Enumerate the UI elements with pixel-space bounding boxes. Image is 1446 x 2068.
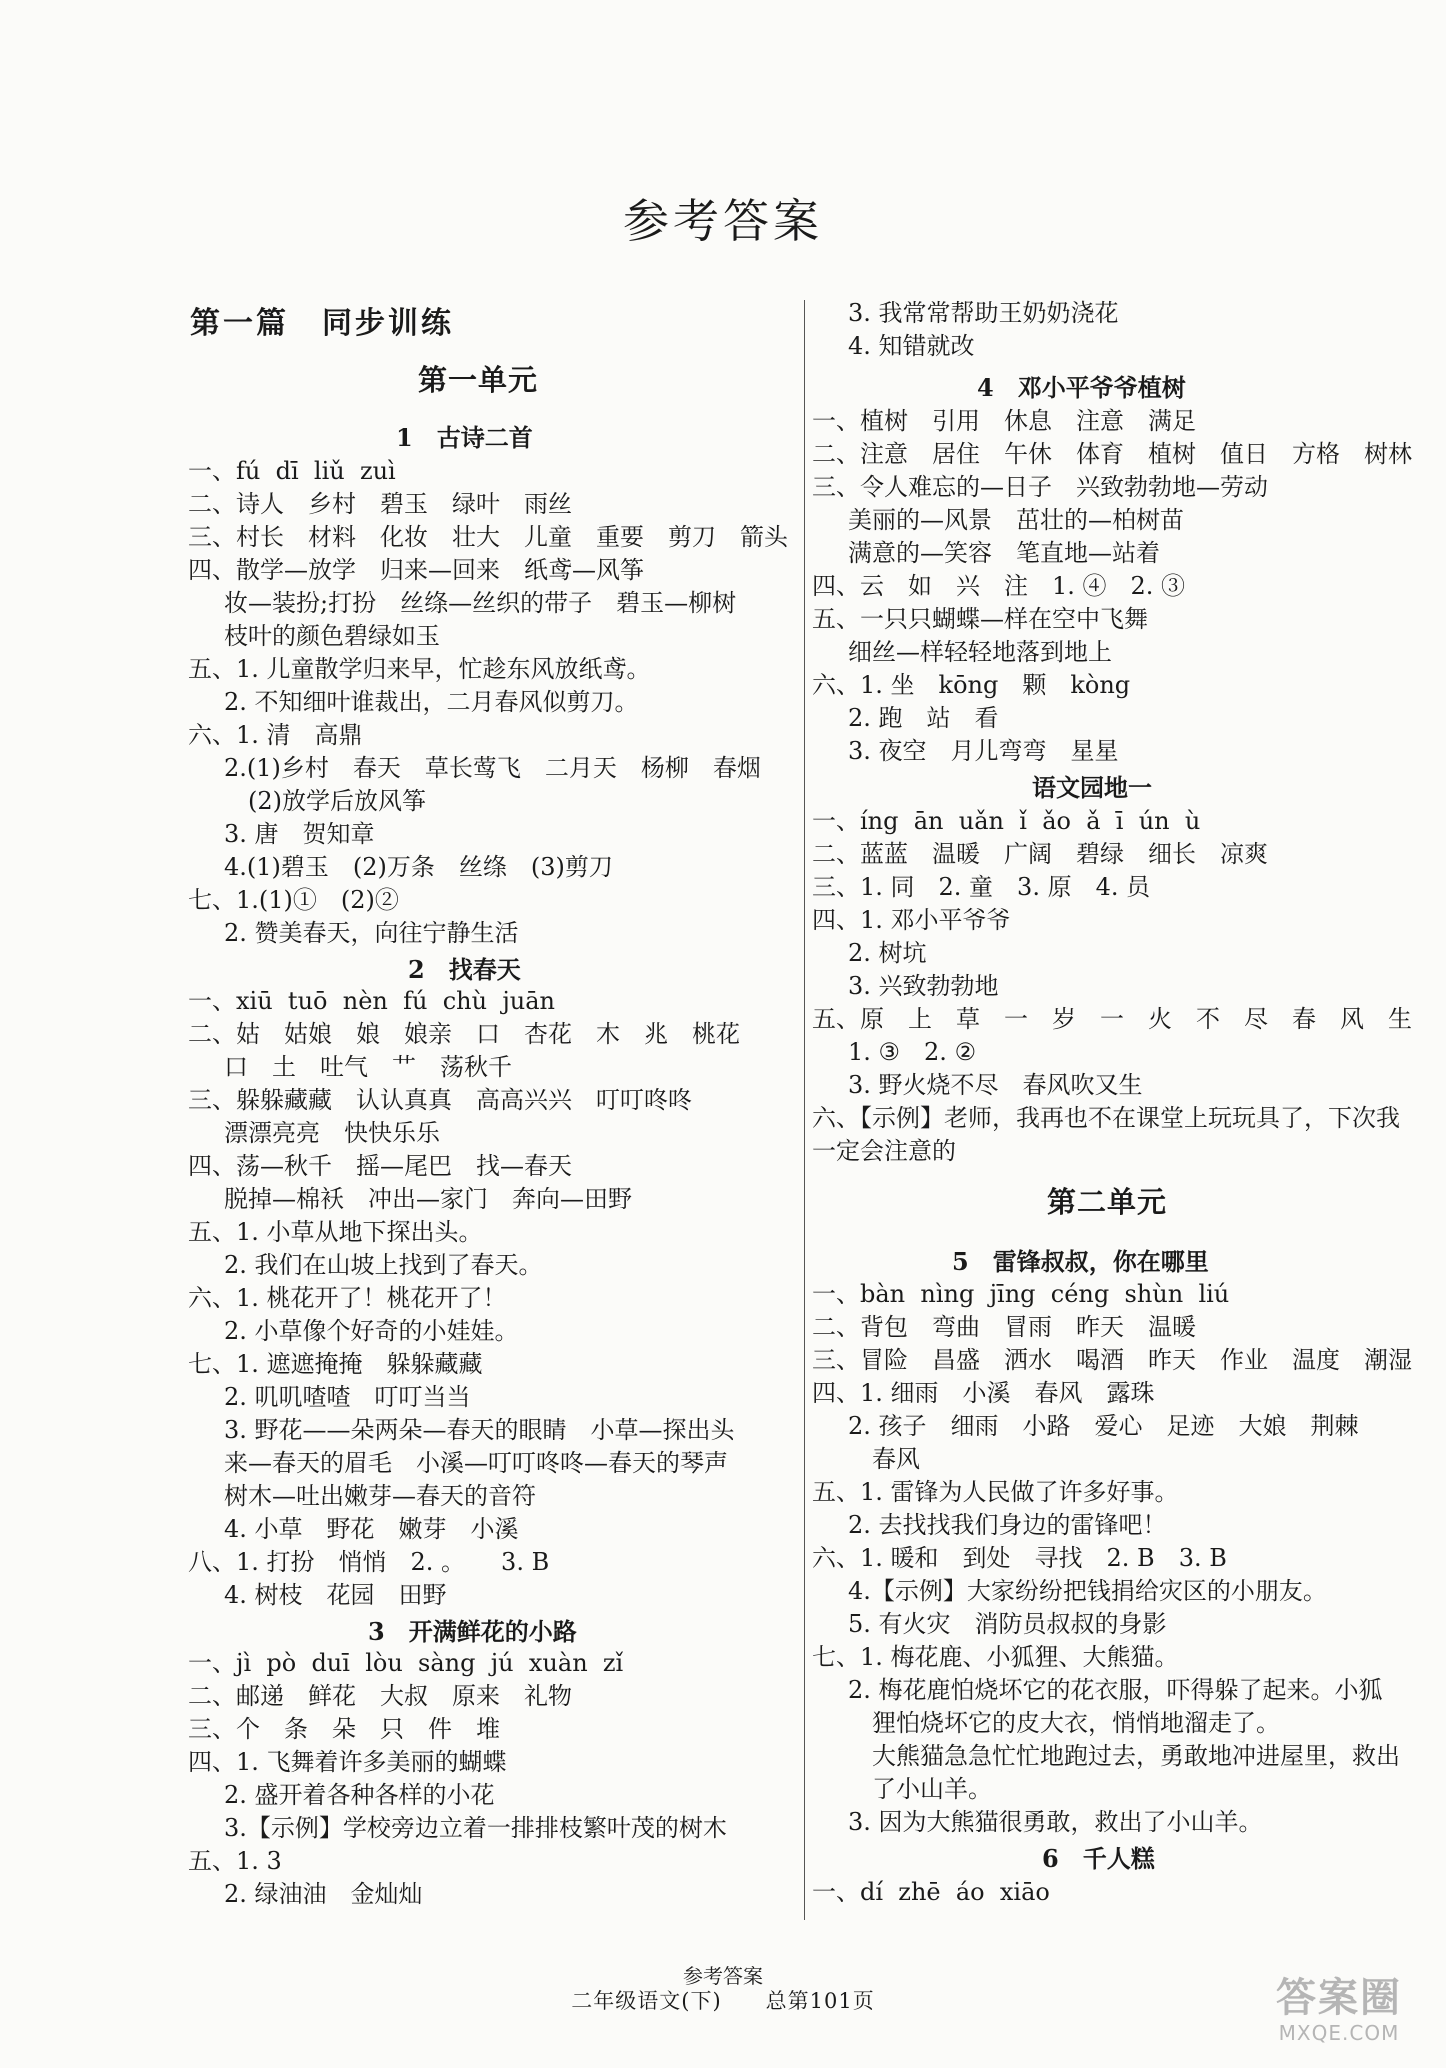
unit-heading: 第一单元 (418, 363, 539, 397)
answer-line: 六、1. 暖和 到处 寻找 2. B 3. B (812, 1544, 1227, 1572)
answer-line: 2. 小草像个好奇的小娃娃。 (224, 1317, 519, 1345)
answer-line: 3. 夜空 月儿弯弯 星星 (848, 737, 1119, 765)
answer-line: 3. 兴致勃勃地 (848, 972, 999, 1000)
answer-line: 狸怕烧坏它的皮大衣，悄悄地溜走了。 (872, 1709, 1280, 1737)
answer-line: 六、1. 清 高鼎 (188, 721, 363, 749)
answer-line: 口 土 吐气 艹 荡秋千 (224, 1053, 512, 1081)
answer-line: 4.【示例】大家纷纷把钱捐给灾区的小朋友。 (848, 1577, 1327, 1605)
lesson-heading: 3 开满鲜花的小路 (368, 1617, 577, 1646)
answer-line: 一、xiū tuō nèn fú chù juān (188, 987, 555, 1015)
answer-line: 2. 树坑 (848, 939, 927, 967)
answer-line: 2. 去找找我们身边的雷锋吧！ (848, 1511, 1167, 1539)
answer-line: 六、1. 桃花开了！桃花开了！ (188, 1284, 507, 1312)
answer-line: 2. 我们在山坡上找到了春天。 (224, 1251, 543, 1279)
answer-line: 3. 唐 贺知章 (224, 820, 375, 848)
lesson-heading: 1 古诗二首 (396, 423, 533, 452)
answer-line: 2. 不知细叶谁裁出，二月春风似剪刀。 (224, 688, 639, 716)
answer-line: 妆—装扮;打扮 丝绦—丝织的带子 碧玉—柳树 (224, 589, 737, 617)
answer-line: 二、注意 居住 午休 体育 植树 值日 方格 树林 (812, 440, 1412, 468)
answer-line: 六、【示例】老师，我再也不在课堂上玩玩具了，下次我 (812, 1104, 1400, 1132)
answer-line: 六、1. 坐 kōng 颗 kòng (812, 671, 1131, 699)
watermark-logo (1244, 1975, 1434, 2055)
answer-line: 四、云 如 兴 注 1. ④ 2. ③ (812, 572, 1186, 600)
answer-line: 五、一只只蝴蝶—样在空中飞舞 (812, 605, 1148, 633)
answer-line: 细丝—样轻轻地落到地上 (848, 638, 1112, 666)
answer-line: 3. 我常常帮助王奶奶浇花 (848, 299, 1119, 327)
column-divider (804, 300, 805, 1920)
answer-line: 三、令人难忘的—日子 兴致勃勃地—劳动 (812, 473, 1268, 501)
answer-line: 3. 因为大熊猫很勇敢，救出了小山羊。 (848, 1808, 1263, 1836)
lesson-heading: 4 邓小平爷爷植树 (977, 373, 1186, 402)
answer-line: 4.(1)碧玉 (2)万条 丝绦 (3)剪刀 (224, 853, 613, 881)
answer-line: (2)放学后放风筝 (248, 787, 426, 815)
answer-line: 四、荡—秋千 摇—尾巴 找—春天 (188, 1152, 572, 1180)
answer-line: 四、1. 细雨 小溪 春风 露珠 (812, 1379, 1155, 1407)
answer-line: 五、1. 小草从地下探出头。 (188, 1218, 483, 1246)
answer-line: 满意的—笑容 笔直地—站着 (848, 539, 1160, 567)
answer-line: 七、1. 遮遮掩掩 躲躲藏藏 (188, 1350, 483, 1378)
answer-line: 2. 梅花鹿怕烧坏它的花衣服，吓得躲了起来。小狐 (848, 1676, 1383, 1704)
watermark-text: 答案圈 (1276, 1975, 1402, 2021)
answer-line: 树木—吐出嫩芽—春天的音符 (224, 1482, 536, 1510)
section-title: 第一篇 同步训练 (190, 306, 454, 341)
lesson-heading: 6 千人糕 (1042, 1844, 1155, 1873)
answer-line: 来—春天的眉毛 小溪—叮叮咚咚—春天的琴声 (224, 1449, 728, 1477)
answer-line: 一、fú dī liǔ zuì (188, 457, 396, 485)
answer-line: 一、jì pò duī lòu sàng jú xuàn zǐ (188, 1649, 624, 1677)
answer-line: 2. 绿油油 金灿灿 (224, 1880, 423, 1908)
answer-line: 七、1.(1)① (2)② (188, 886, 399, 914)
answer-line: 4. 知错就改 (848, 332, 975, 360)
answer-line: 三、1. 同 2. 童 3. 原 4. 员 (812, 873, 1151, 901)
answer-line: 大熊猫急急忙忙地跑过去，勇敢地冲进屋里，救出 (872, 1742, 1400, 1770)
answer-line: 一、dí zhē áo xiāo (812, 1878, 1050, 1906)
answer-line: 4. 小草 野花 嫩芽 小溪 (224, 1515, 519, 1543)
answer-line: 二、邮递 鲜花 大叔 原来 礼物 (188, 1682, 572, 1710)
answer-line: 3.【示例】学校旁边立着一排排枝繁叶茂的树木 (224, 1814, 727, 1842)
answer-line: 四、1. 飞舞着许多美丽的蝴蝶 (188, 1748, 507, 1776)
answer-line: 2. 盛开着各种各样的小花 (224, 1781, 495, 1809)
answer-line: 了小山羊。 (872, 1775, 992, 1803)
answer-line: 五、1. 儿童散学归来早，忙趁东风放纸鸢。 (188, 655, 651, 683)
answer-line: 一、íng ān uǎn ǐ ǎo ǎ ī ún ù (812, 807, 1201, 835)
answer-line: 四、1. 邓小平爷爷 (812, 906, 1011, 934)
answer-line: 3. 野火烧不尽 春风吹又生 (848, 1071, 1143, 1099)
answer-line: 五、1. 雷锋为人民做了许多好事。 (812, 1478, 1179, 1506)
answer-line: 二、蓝蓝 温暖 广阔 碧绿 细长 凉爽 (812, 840, 1268, 868)
answer-line: 三、个 条 朵 只 件 堆 (188, 1715, 500, 1743)
answer-line: 五、原 上 草 一 岁 一 火 不 尽 春 风 生 (812, 1005, 1412, 1033)
answer-line: 三、村长 材料 化妆 壮大 儿童 重要 剪刀 箭头 (188, 523, 788, 551)
answer-line: 脱掉—棉袄 冲出—家门 奔向—田野 (224, 1185, 632, 1213)
answer-line: 3. 野花——朵两朵—春天的眼睛 小草—探出头 (224, 1416, 735, 1444)
answer-line: 2. 跑 站 看 (848, 704, 999, 732)
page-title: 参考答案 (623, 194, 823, 248)
unit-heading: 第二单元 (1047, 1185, 1168, 1219)
answer-line: 三、躲躲藏藏 认认真真 高高兴兴 叮叮咚咚 (188, 1086, 692, 1114)
answer-line: 春风 (872, 1445, 920, 1473)
answer-line: 5. 有火灾 消防员叔叔的身影 (848, 1610, 1167, 1638)
answer-line: 八、1. 打扮 悄悄 2. 。 3. B (188, 1548, 550, 1576)
answer-line: 七、1. 梅花鹿、小狐狸、大熊猫。 (812, 1643, 1179, 1671)
answer-line: 二、背包 弯曲 冒雨 昨天 温暖 (812, 1313, 1196, 1341)
lesson-heading: 语文园地一 (1032, 773, 1152, 802)
answer-line: 一、bàn nìng jīng céng shùn liú (812, 1280, 1230, 1308)
lesson-heading: 5 雷锋叔叔，你在哪里 (952, 1247, 1209, 1276)
answer-line: 2.(1)乡村 春天 草长莺飞 二月天 杨柳 春烟 (224, 754, 761, 782)
watermark-url: MXQE.COM (1278, 2021, 1400, 2045)
answer-line: 三、冒险 昌盛 洒水 喝酒 昨天 作业 温度 潮湿 (812, 1346, 1412, 1374)
lesson-heading: 2 找春天 (408, 955, 521, 984)
footer-page-info: 二年级语文(下) 总第101页 (571, 1989, 875, 2013)
answer-line: 一、植树 引用 休息 注意 满足 (812, 407, 1196, 435)
answer-line: 美丽的—风景 茁壮的—柏树苗 (848, 506, 1184, 534)
answer-line: 2. 孩子 细雨 小路 爱心 足迹 大娘 荆棘 (848, 1412, 1359, 1440)
footer-label: 参考答案 (683, 1964, 763, 1988)
answer-line: 四、散学—放学 归来—回来 纸鸢—风筝 (188, 556, 644, 584)
answer-line: 4. 树枝 花园 田野 (224, 1581, 447, 1609)
answer-line: 五、1. 3 (188, 1847, 282, 1875)
answer-line: 漂漂亮亮 快快乐乐 (224, 1119, 440, 1147)
answer-line: 一定会注意的 (812, 1137, 956, 1165)
answer-line: 2. 叽叽喳喳 叮叮当当 (224, 1383, 471, 1411)
answer-line: 2. 赞美春天，向往宁静生活 (224, 919, 519, 947)
answer-line: 枝叶的颜色碧绿如玉 (224, 622, 440, 650)
answer-line: 二、诗人 乡村 碧玉 绿叶 雨丝 (188, 490, 572, 518)
answer-line: 1. ③ 2. ② (848, 1038, 977, 1066)
answer-line: 二、姑 姑娘 娘 娘亲 口 杏花 木 兆 桃花 (188, 1020, 740, 1048)
